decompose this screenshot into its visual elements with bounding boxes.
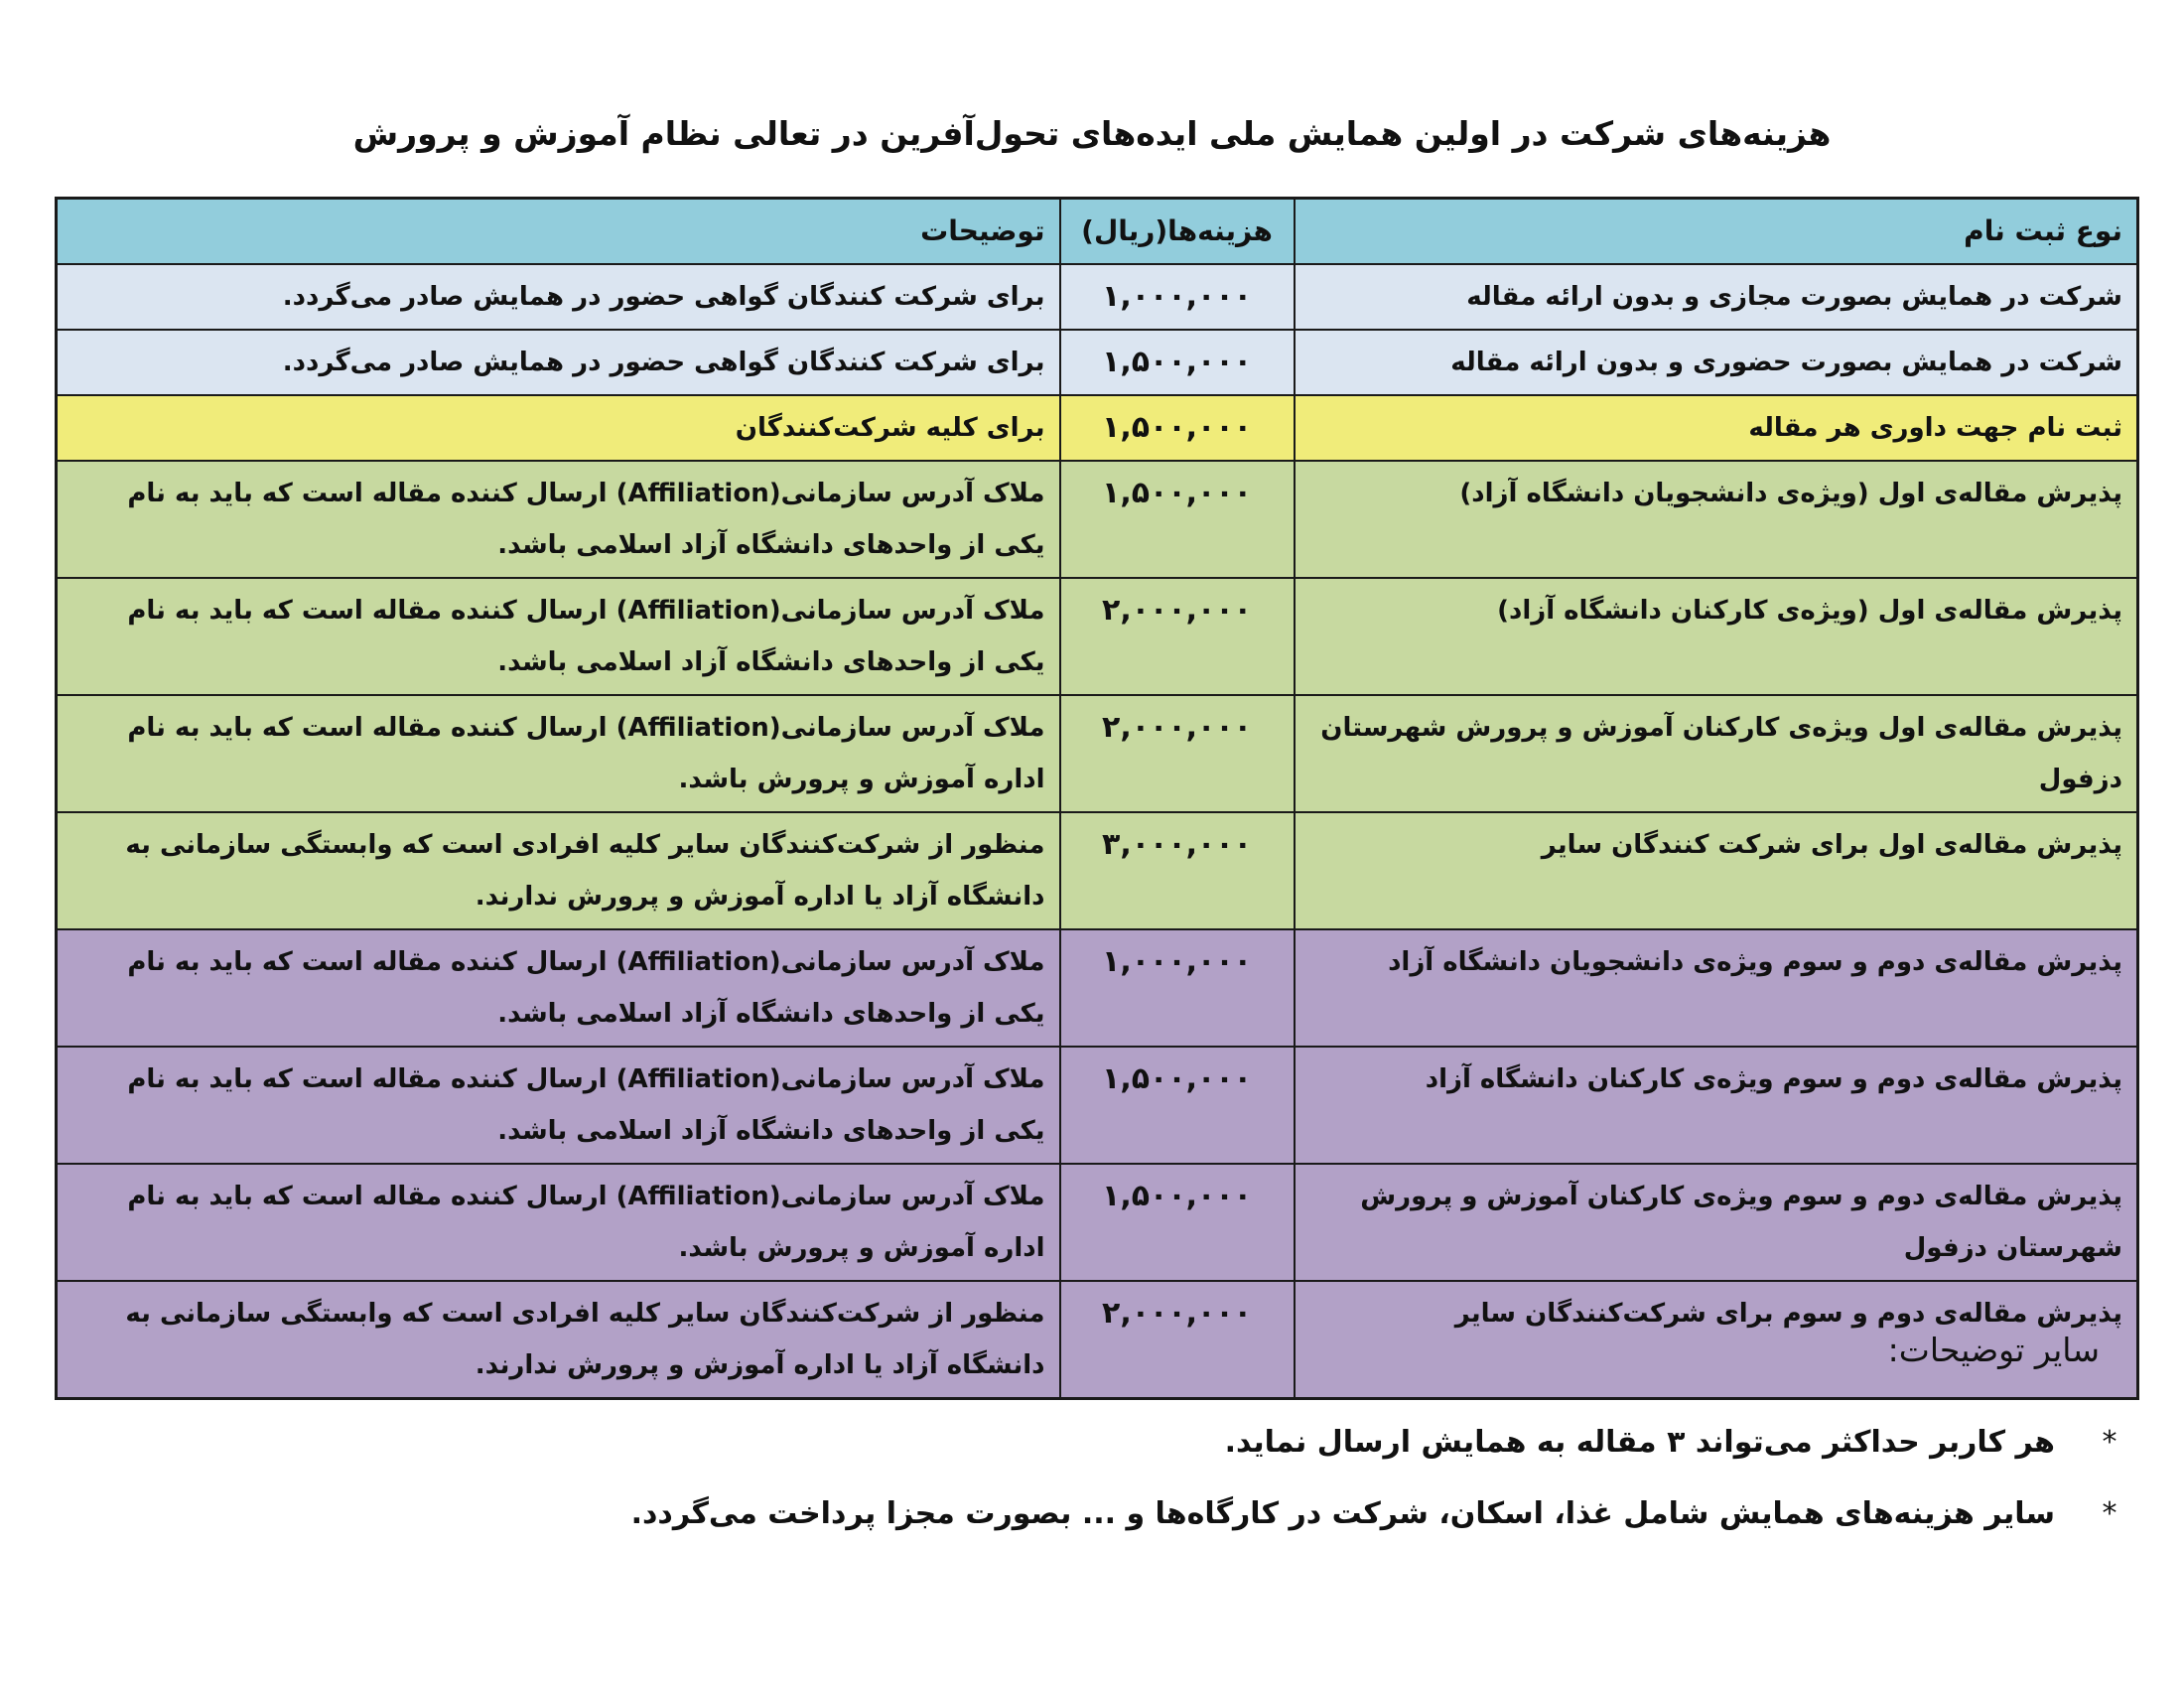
table-row xyxy=(57,395,2138,461)
bullet-asterisk-icon: * xyxy=(2102,1496,2117,1531)
page-title: هزینه‌های شرکت در اولین همایش ملی ایده‌های تحول‌آفرین در تعالی نظام آموزش و پرورش xyxy=(352,114,1832,153)
table-row xyxy=(57,461,2138,578)
table-row xyxy=(57,929,2138,1047)
table-row xyxy=(57,1164,2138,1281)
note-item xyxy=(238,1420,2124,1466)
cell-description: ملاک آدرس سازمانی(Affiliation) ارسال کننده مقاله است که باید به نام اداره آموزش و پرورش باشد. xyxy=(57,695,1060,812)
cell-cost: ۲,۰۰۰,۰۰۰ xyxy=(1060,1281,1295,1399)
note-text: هر کاربر حداکثر می‌تواند ۳ مقاله به همایش ارسال نماید. xyxy=(1224,1425,2055,1460)
note-text: سایر هزینه‌های همایش شامل غذا، اسکان، شرکت در کارگاه‌ها و ... بصورت مجزا پرداخت می‌گردد. xyxy=(630,1496,2055,1531)
cell-description: ملاک آدرس سازمانی(Affiliation) ارسال کننده مقاله است که باید به نام اداره آموزش و پرورش باشد. xyxy=(57,1164,1060,1281)
cell-description: ملاک آدرس سازمانی(Affiliation) ارسال کننده مقاله است که باید به نام یکی از واحدهای دانشگاه آزاد اسلامی باشد. xyxy=(57,1047,1060,1164)
table-row xyxy=(57,695,2138,812)
note-item xyxy=(238,1491,2124,1537)
table-row xyxy=(57,1047,2138,1164)
cell-cost: ۱,۵۰۰,۰۰۰ xyxy=(1060,1047,1295,1164)
table-header-row xyxy=(57,199,2138,265)
table-row xyxy=(57,578,2138,695)
cell-cost: ۱,۵۰۰,۰۰۰ xyxy=(1060,461,1295,578)
cell-description: ملاک آدرس سازمانی(Affiliation) ارسال کننده مقاله است که باید به نام یکی از واحدهای دانشگاه آزاد اسلامی باشد. xyxy=(57,929,1060,1047)
cell-description: ملاک آدرس سازمانی(Affiliation) ارسال کننده مقاله است که باید به نام یکی از واحدهای دانشگاه آزاد اسلامی باشد. xyxy=(57,461,1060,578)
cell-registration-type: پذیرش مقاله‌ی اول ویژه‌ی کارکنان آموزش و پرورش شهرستان دزفول xyxy=(1295,695,2138,812)
cell-registration-type: شرکت در همایش بصورت مجازی و بدون ارائه مقاله xyxy=(1295,264,2138,330)
cell-description: برای کلیه شرکت‌کنندگان xyxy=(57,395,1060,461)
cell-cost: ۱,۰۰۰,۰۰۰ xyxy=(1060,264,1295,330)
fee-table xyxy=(55,197,2139,1400)
cell-registration-type: ثبت نام جهت داوری هر مقاله xyxy=(1295,395,2138,461)
cell-registration-type: شرکت در همایش بصورت حضوری و بدون ارائه مقاله xyxy=(1295,330,2138,395)
cell-description: برای شرکت کنندگان گواهی حضور در همایش صادر می‌گردد. xyxy=(57,264,1060,330)
cell-description: منظور از شرکت‌کنندگان سایر کلیه افرادی است که وابستگی سازمانی به دانشگاه آزاد یا اداره آموزش و پرورش ندارند. xyxy=(57,1281,1060,1399)
cell-cost: ۲,۰۰۰,۰۰۰ xyxy=(1060,578,1295,695)
cell-cost: ۱,۵۰۰,۰۰۰ xyxy=(1060,330,1295,395)
header-registration-type: نوع ثبت نام xyxy=(1295,199,2138,265)
header-cost: هزینه‌ها(ریال) xyxy=(1060,199,1295,265)
cell-cost: ۱,۵۰۰,۰۰۰ xyxy=(1060,395,1295,461)
notes-list xyxy=(238,1420,2124,1563)
cell-registration-type: پذیرش مقاله‌ی اول (ویژه‌ی دانشجویان دانشگاه آزاد) xyxy=(1295,461,2138,578)
cell-cost: ۱,۵۰۰,۰۰۰ xyxy=(1060,1164,1295,1281)
cell-registration-type: پذیرش مقاله‌ی دوم و سوم ویژه‌ی کارکنان آموزش و پرورش شهرستان دزفول xyxy=(1295,1164,2138,1281)
notes-heading: سایر توضیحات: xyxy=(1887,1331,2100,1369)
cell-cost: ۱,۰۰۰,۰۰۰ xyxy=(1060,929,1295,1047)
table-row xyxy=(57,1281,2138,1399)
bullet-asterisk-icon: * xyxy=(2102,1425,2117,1460)
cell-description: برای شرکت کنندگان گواهی حضور در همایش صادر می‌گردد. xyxy=(57,330,1060,395)
cell-cost: ۲,۰۰۰,۰۰۰ xyxy=(1060,695,1295,812)
cell-registration-type: پذیرش مقاله‌ی دوم و سوم برای شرکت‌کنندگان سایر xyxy=(1295,1281,2138,1399)
table-body xyxy=(57,264,2138,1399)
cell-registration-type: پذیرش مقاله‌ی اول برای شرکت کنندگان سایر xyxy=(1295,812,2138,929)
cell-registration-type: پذیرش مقاله‌ی دوم و سوم ویژه‌ی کارکنان دانشگاه آزاد xyxy=(1295,1047,2138,1164)
cell-description: منظور از شرکت‌کنندگان سایر کلیه افرادی است که وابستگی سازمانی به دانشگاه آزاد یا اداره آموزش و پرورش ندارند. xyxy=(57,812,1060,929)
cell-cost: ۳,۰۰۰,۰۰۰ xyxy=(1060,812,1295,929)
table-row xyxy=(57,812,2138,929)
cell-registration-type: پذیرش مقاله‌ی دوم و سوم ویژه‌ی دانشجویان دانشگاه آزاد xyxy=(1295,929,2138,1047)
header-description: توضیحات xyxy=(57,199,1060,265)
cell-registration-type: پذیرش مقاله‌ی اول (ویژه‌ی کارکنان دانشگاه آزاد) xyxy=(1295,578,2138,695)
table-row xyxy=(57,264,2138,330)
cell-description: ملاک آدرس سازمانی(Affiliation) ارسال کننده مقاله است که باید به نام یکی از واحدهای دانشگاه آزاد اسلامی باشد. xyxy=(57,578,1060,695)
table-row xyxy=(57,330,2138,395)
